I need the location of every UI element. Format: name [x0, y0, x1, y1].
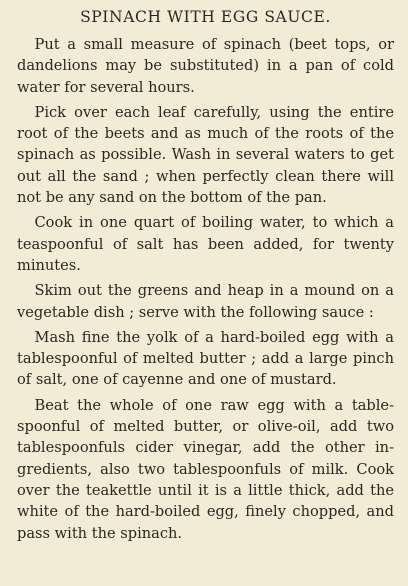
paragraph-cook: Cook in one quart of boiling water, to which a teaspoonful of salt has been added, for twenty minutes.	[17, 214, 394, 274]
paragraph-sauce: Beat the whole of one raw egg with a tablespoonful of melted butter, or olive-oil, add two tablespoonfuls cider vinegar, add the other ingredients, also two tablespoonfuls of milk. Cook over the teakettle until it is a little thick, add the white of the hard-boiled egg, finely chopped, and pass with the spinach.	[17, 396, 394, 542]
paragraph-wash: Pick over each leaf carefully, using the entire root of the beets and as much of the roots of the spinach as possible. Wash in several waters to get out all the sand ; when perfectly clean there will not be any sand on the bottom of the pan.	[17, 103, 394, 207]
recipe-title: SPINACH WITH EGG SAUCE.	[80, 8, 331, 26]
paragraph-mash: Mash fine the yolk of a hard-boiled egg with a tablespoonful of melted butter ; add a large pinch of salt, one of cayenne and one of mustard.	[17, 328, 394, 389]
paragraph-soak: Put a small measure of spinach (beet tops, or dandelions may be substituted) in a pan of cold water for several hours.	[17, 36, 394, 96]
paragraph-serve: Skim out the greens and heap in a mound on a vegetable dish ; serve with the following sauce :	[17, 282, 394, 321]
